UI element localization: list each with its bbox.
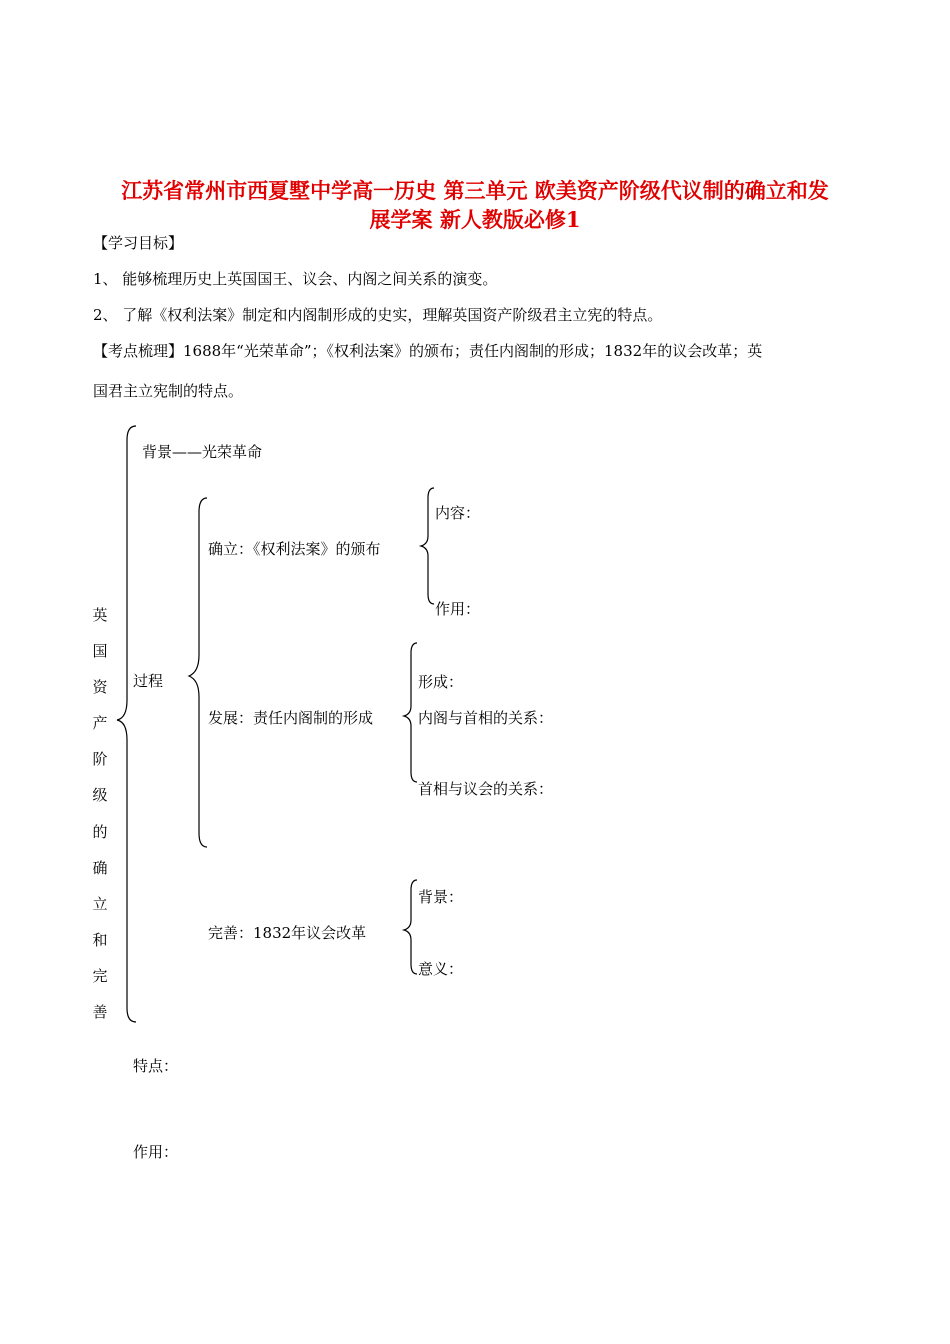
root-char: 阶 xyxy=(92,750,108,769)
establish-content-label: 内容： xyxy=(435,504,481,522)
develop-brace xyxy=(404,643,417,782)
root-char: 和 xyxy=(92,930,108,949)
perfect-brace xyxy=(404,880,417,974)
title-line-1: 江苏省常州市西夏墅中学高一历史 第三单元 欧美资产阶级代议制的确立和发 xyxy=(121,178,829,203)
root-char: 确 xyxy=(92,858,108,877)
perfect-meaning-label: 意义： xyxy=(418,960,464,978)
root-char: 立 xyxy=(92,894,108,913)
root-char: 资 xyxy=(92,678,108,697)
keypoints-line-1: 【考点梳理】1688年“光荣革命”；《权利法案》的颁布；责任内阁制的形成；1832年的议会改革；英 xyxy=(93,342,763,360)
develop-cabinet-pm-label: 内阁与首相的关系： xyxy=(418,709,554,727)
develop-form-label: 形成： xyxy=(418,673,464,691)
root-char: 完 xyxy=(92,966,108,985)
root-char: 产 xyxy=(92,714,108,733)
root-char: 英 xyxy=(92,606,108,624)
root-label-vertical xyxy=(90,597,110,1030)
title-line-2: 展学案 新人教版必修1 xyxy=(369,207,581,232)
objective-item-1: 1、 能够梳理历史上英国国王、议会、内阁之间关系的演变。 xyxy=(93,270,498,288)
objectives-heading: 【学习目标】 xyxy=(93,234,184,252)
root-char: 国 xyxy=(92,642,108,661)
process-brace xyxy=(189,498,207,847)
establish-brace xyxy=(421,488,434,604)
objective-item-2: 2、 了解《权利法案》制定和内阁制形成的史实，理解英国资产阶级君主立宪的特点。 xyxy=(93,306,663,324)
process-node: 过程 xyxy=(133,672,164,690)
root-char: 的 xyxy=(92,822,108,841)
features-label: 特点： xyxy=(133,1057,179,1075)
perfect-node: 完善：1832年议会改革 xyxy=(208,924,367,942)
establish-node: 确立：《权利法案》的颁布 xyxy=(208,540,381,558)
root-brace xyxy=(117,426,136,1022)
establish-effect-label: 作用： xyxy=(435,600,481,618)
root-char: 善 xyxy=(92,1003,108,1022)
perfect-background-label: 背景： xyxy=(418,888,464,906)
root-char: 级 xyxy=(92,786,108,805)
effect-label: 作用： xyxy=(133,1143,179,1161)
develop-node: 发展：责任内阁制的形成 xyxy=(208,709,374,727)
keypoints-line-2: 国君主立宪制的特点。 xyxy=(93,382,244,400)
background-node: 背景——光荣革命 xyxy=(142,443,263,461)
develop-pm-parliament-label: 首相与议会的关系： xyxy=(418,780,554,798)
